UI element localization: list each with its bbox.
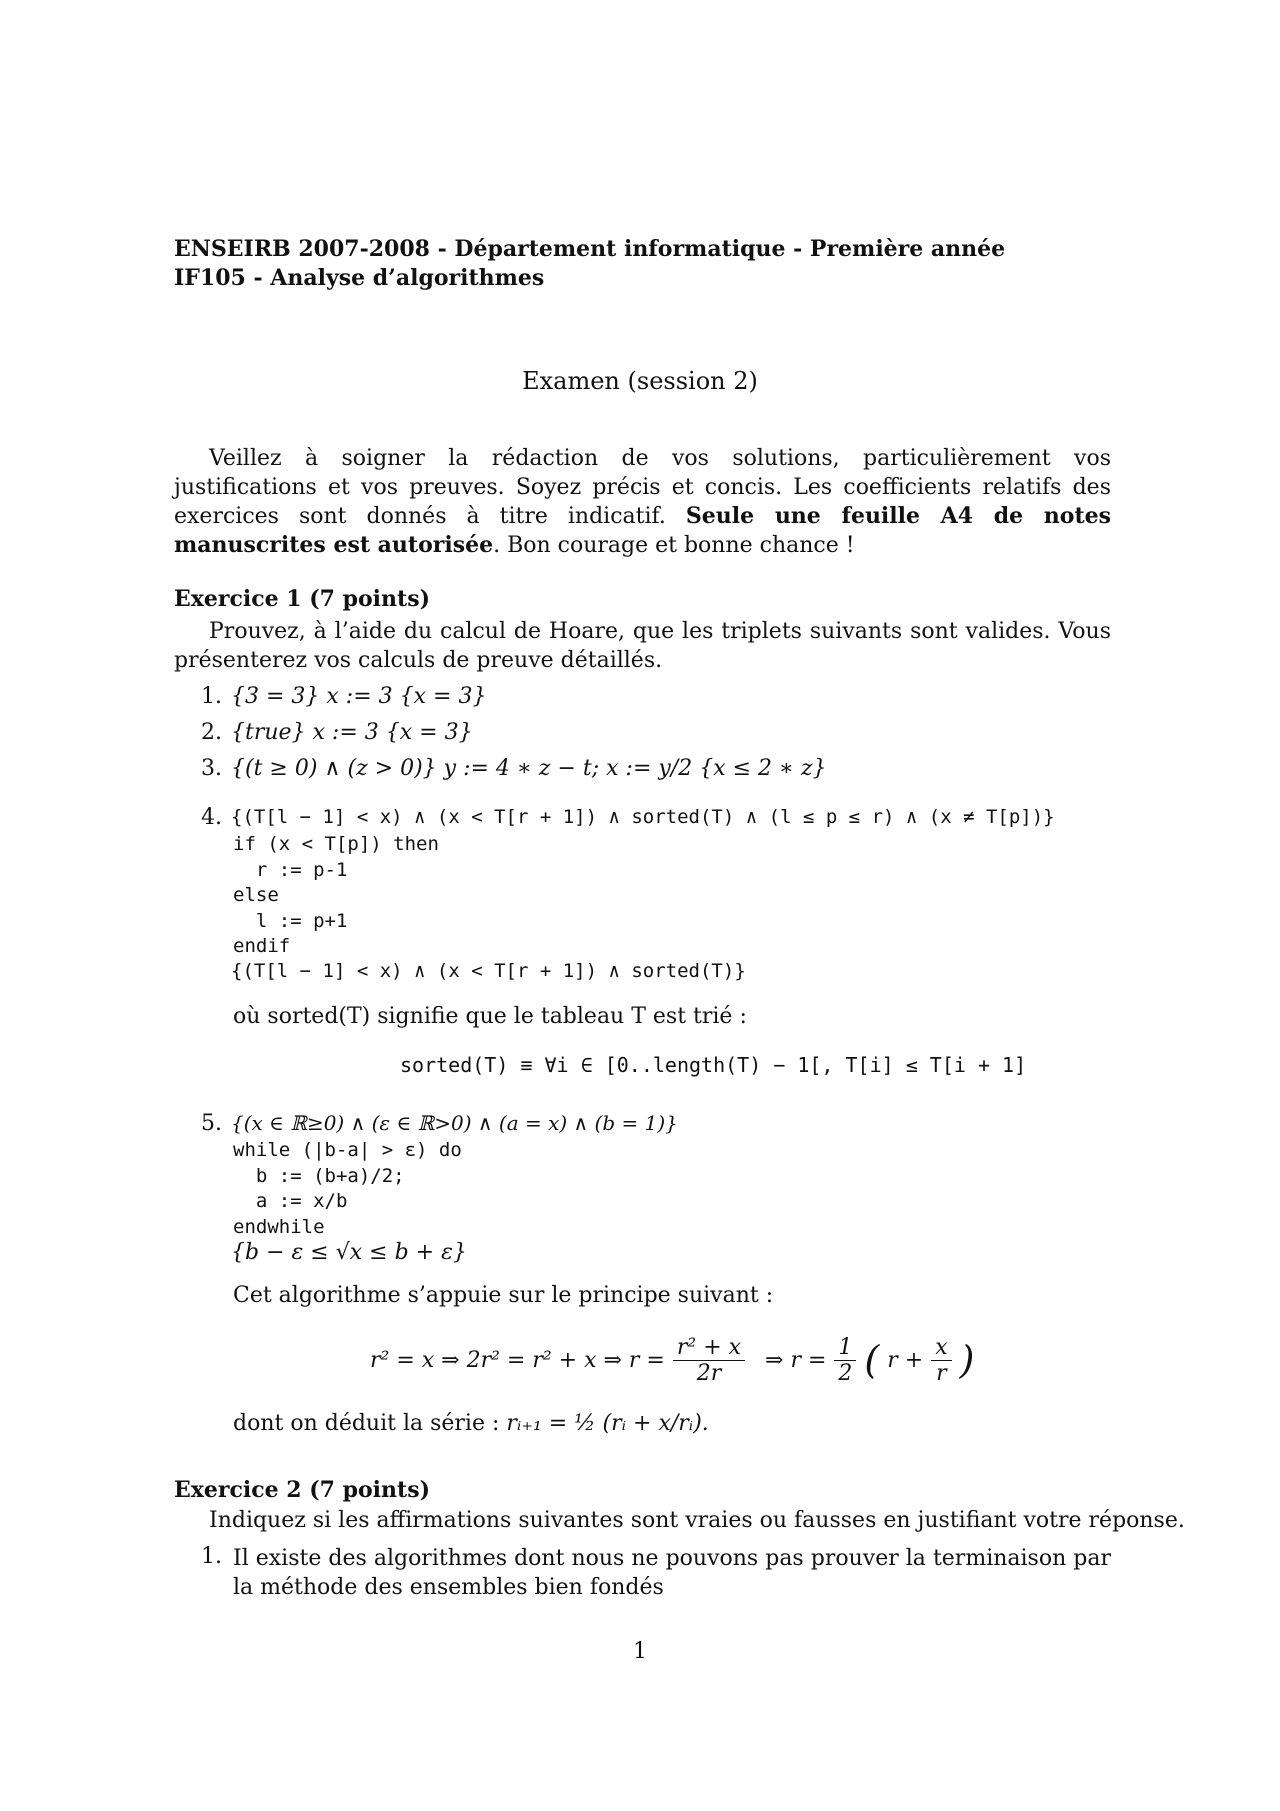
code-line: endif xyxy=(233,935,291,957)
code-line: b := (b+a)/2; xyxy=(233,1164,405,1187)
exam-title: Examen (session 2) xyxy=(522,367,758,395)
intro-paragraph xyxy=(174,444,1111,560)
ex2-item-1-number: 1. xyxy=(201,1544,222,1569)
series-formula: rᵢ₊₁ = ½ (rᵢ + x/rᵢ). xyxy=(506,1411,709,1436)
formula-fraction-1 xyxy=(673,1335,745,1386)
item-2-number: 2. xyxy=(201,720,222,745)
code-line: a := x/b xyxy=(233,1190,348,1212)
intro-bold: Seule une feuille A4 de notes manuscrites est autorisée xyxy=(174,503,1112,558)
right-paren: ) xyxy=(959,1338,975,1382)
code-line: endwhile xyxy=(233,1215,325,1238)
ex2-item-1-text: Il existe des algorithmes dont nous ne pouvons pas prouver la terminaison par la méthode des ensembles bien fondés xyxy=(233,1546,1111,1600)
exercise-1-intro: Prouvez, à l’aide du calcul de Hoare, que les triplets suivants sont valides. Vous présenterez vos calculs de preuve détaillés. xyxy=(174,619,1111,673)
left-paren: ( xyxy=(864,1338,880,1382)
exercise-1-heading: Exercice 1 (7 points) xyxy=(174,586,430,612)
page-number: 1 xyxy=(633,1639,647,1664)
exercise-2-intro: Indiquez si les affirmations suivantes sont vraies ou fausses en justifiant votre réponse. xyxy=(209,1508,1185,1533)
header-line-1: ENSEIRB 2007-2008 - Département informatique - Première année xyxy=(174,236,1006,262)
header-line-2: IF105 - Analyse d’algorithmes xyxy=(174,265,545,291)
item-4-postcondition: {(T[l − 1] < x) ∧ (x < T[r + 1]) ∧ sorted(T)} xyxy=(231,960,746,982)
code-line: if (x < T[p]) then xyxy=(233,833,439,855)
formula-fraction-2 xyxy=(834,1335,856,1386)
code-line: l := p+1 xyxy=(233,909,348,932)
item-5-precondition: {(x ∈ ℝ≥0) ∧ (ε ∈ ℝ>0) ∧ (a = x) ∧ (b = 1)} xyxy=(231,1111,678,1135)
series-text: dont on déduit la série : xyxy=(233,1411,507,1436)
item-5-number: 5. xyxy=(201,1111,222,1136)
code-line: while (|b-a| > ε) do xyxy=(233,1139,462,1161)
item-4-precondition: {(T[l − 1] < x) ∧ (x < T[r + 1]) ∧ sorted(T) ∧ (l ≤ p ≤ r) ∧ (x ≠ T[p])} xyxy=(231,806,1055,828)
code-line: r := p-1 xyxy=(233,858,348,881)
item-3-number: 3. xyxy=(201,756,222,781)
fraction-numerator: 1 xyxy=(834,1335,856,1361)
item-5-code xyxy=(233,1138,462,1240)
sorted-definition: sorted(T) ≡ ∀i ∈ [0..length(T) − 1[, T[i] ≤ T[i + 1] xyxy=(400,1053,1027,1077)
item-4-number: 4. xyxy=(201,805,222,830)
item-3-triplet: {(t ≥ 0) ∧ (z > 0)} y := 4 ∗ z − t; x := y/2 {x ≤ 2 ∗ z} xyxy=(231,756,827,781)
fraction-denominator: 2r xyxy=(696,1360,722,1386)
item-4-code xyxy=(233,832,439,960)
principle-text: Cet algorithme s’appuie sur le principe suivant : xyxy=(233,1283,774,1308)
fraction-numerator: r² + x xyxy=(673,1335,745,1361)
principle-formula xyxy=(370,1320,974,1400)
formula-part-3: r + xyxy=(887,1347,924,1373)
fraction-denominator: 2 xyxy=(838,1360,853,1386)
item-5-postcondition: {b − ε ≤ √x ≤ b + ε} xyxy=(231,1240,467,1265)
formula-fraction-3 xyxy=(931,1335,951,1386)
item-1-number: 1. xyxy=(201,684,222,709)
intro-text: Veillez à soigner la rédaction de vos solutions, particulièrement vos justifications et vos preuves. Soyez précis et concis. Les coefficients relatifs des exercices sont donnés à titre indicatif. xyxy=(174,446,1111,529)
item-4-note: où sorted(T) signifie que le tableau T est trié : xyxy=(233,1004,747,1029)
intro-text-end: . Bon courage et bonne chance ! xyxy=(493,533,855,558)
formula-part-2: ⇒ r = xyxy=(765,1347,827,1373)
formula-part-1: r² = x ⇒ 2r² = r² + x ⇒ r = xyxy=(370,1347,665,1373)
series-line xyxy=(233,1411,709,1436)
item-1-triplet: {3 = 3} x := 3 {x = 3} xyxy=(231,684,487,709)
exercise-2-heading: Exercice 2 (7 points) xyxy=(174,1477,430,1503)
fraction-numerator: x xyxy=(931,1335,951,1361)
item-2-triplet: {true} x := 3 {x = 3} xyxy=(231,720,473,745)
code-line: else xyxy=(233,884,279,906)
fraction-denominator: r xyxy=(936,1360,947,1386)
